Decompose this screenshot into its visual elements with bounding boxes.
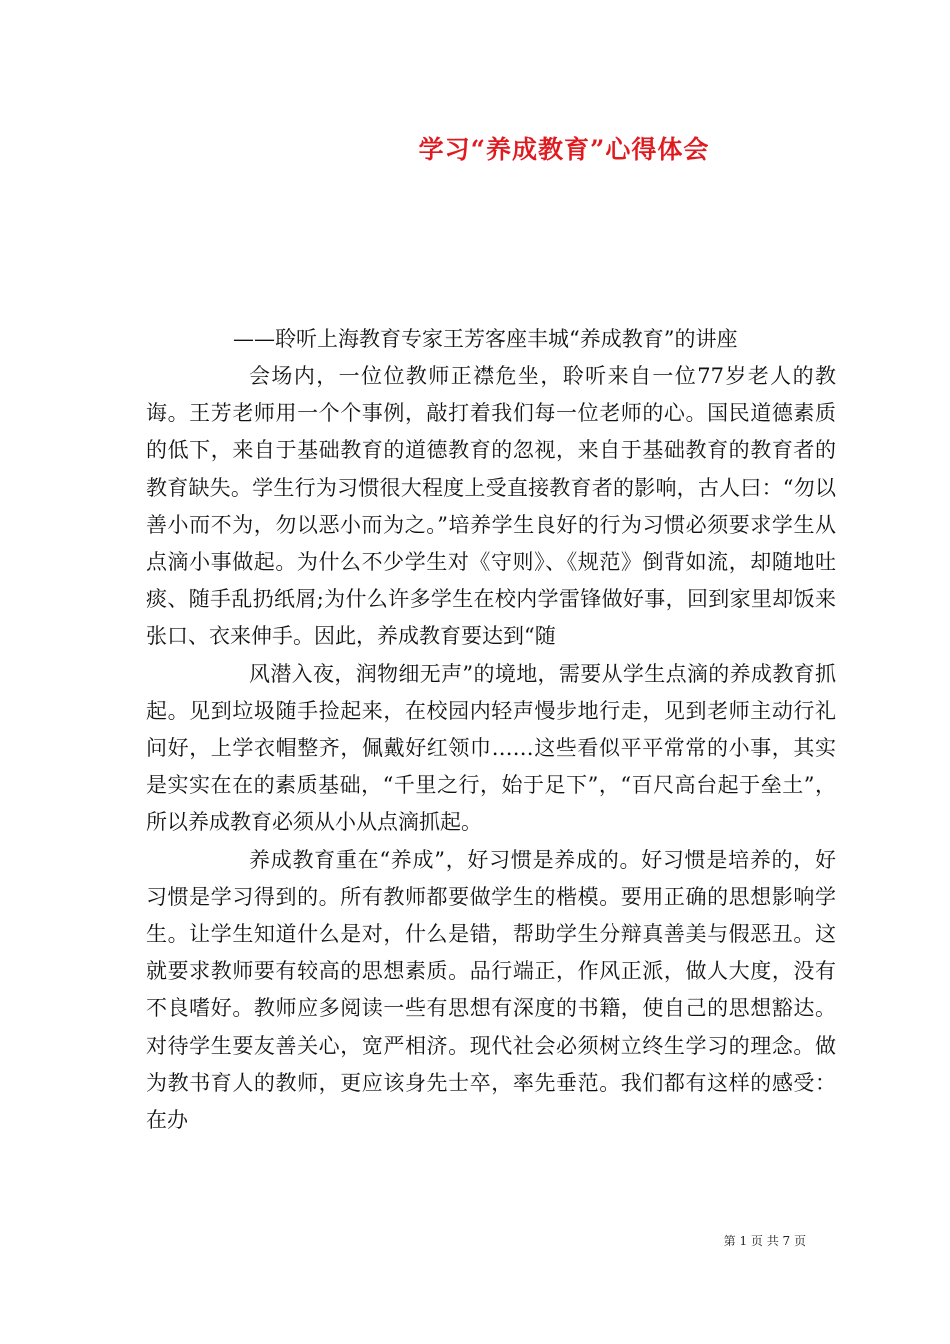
paragraph-2: 风潜入夜，润物细无声”的境地，需要从学生点滴的养成教育抓起。见到垃圾随手捡起来，在校园内轻声慢步地行走，见到老师主动行礼问好，上学衣帽整齐，佩戴好红领巾……这些看似平平常常的小事，其实是实实在在的素质基础，“千里之行，始于足下”，“百尺高台起于垒土”，所以养成教育必须从小从点滴抓起。 xyxy=(146,661,836,835)
page-number: 第 1 页 共 7 页 xyxy=(723,1234,806,1248)
document-title: 学习“养成教育”心得体会 xyxy=(418,135,710,164)
document-subtitle: ——聆听上海教育专家王芳客座丰城“养成教育”的讲座 xyxy=(233,327,738,351)
paragraph-1: 会场内，一位位教师正襟危坐，聆听来自一位77岁老人的教诲。王芳老师用一个个事例，敲打着我们每一位老师的心。国民道德素质的低下，来自于基础教育的道德教育的忽视，来自于基础教育的教育者的教育缺失。学生行为习惯很大程度上受直接教育者的影响，古人曰：“勿以善小而不为，勿以恶小而为之。”培养学生良好的行为习惯必须要求学生从点滴小事做起。为什么不少学生对《守则》、《规范》倒背如流，却随地吐痰、随手乱扔纸屑;为什么许多学生在校内学雷锋做好事，回到家里却饭来张口、衣来伸手。因此，养成教育要达到“随 xyxy=(146,364,836,649)
document-body xyxy=(146,358,836,1139)
paragraph-3: 养成教育重在“养成”，好习惯是养成的。好习惯是培养的，好习惯是学习得到的。所有教师都要做学生的楷模。要用正确的思想影响学生。让学生知道什么是对，什么是错，帮助学生分辩真善美与假恶丑。这就要求教师要有较高的思想素质。品行端正，作风正派，做人大度，没有不良嗜好。教师应多阅读一些有思想有深度的书籍，使自己的思想豁达。对待学生要友善关心，宽严相济。现代社会必须树立终生学习的理念。做为教书育人的教师，更应该身先士卒，率先垂范。我们都有这样的感受：在办 xyxy=(146,847,836,1133)
